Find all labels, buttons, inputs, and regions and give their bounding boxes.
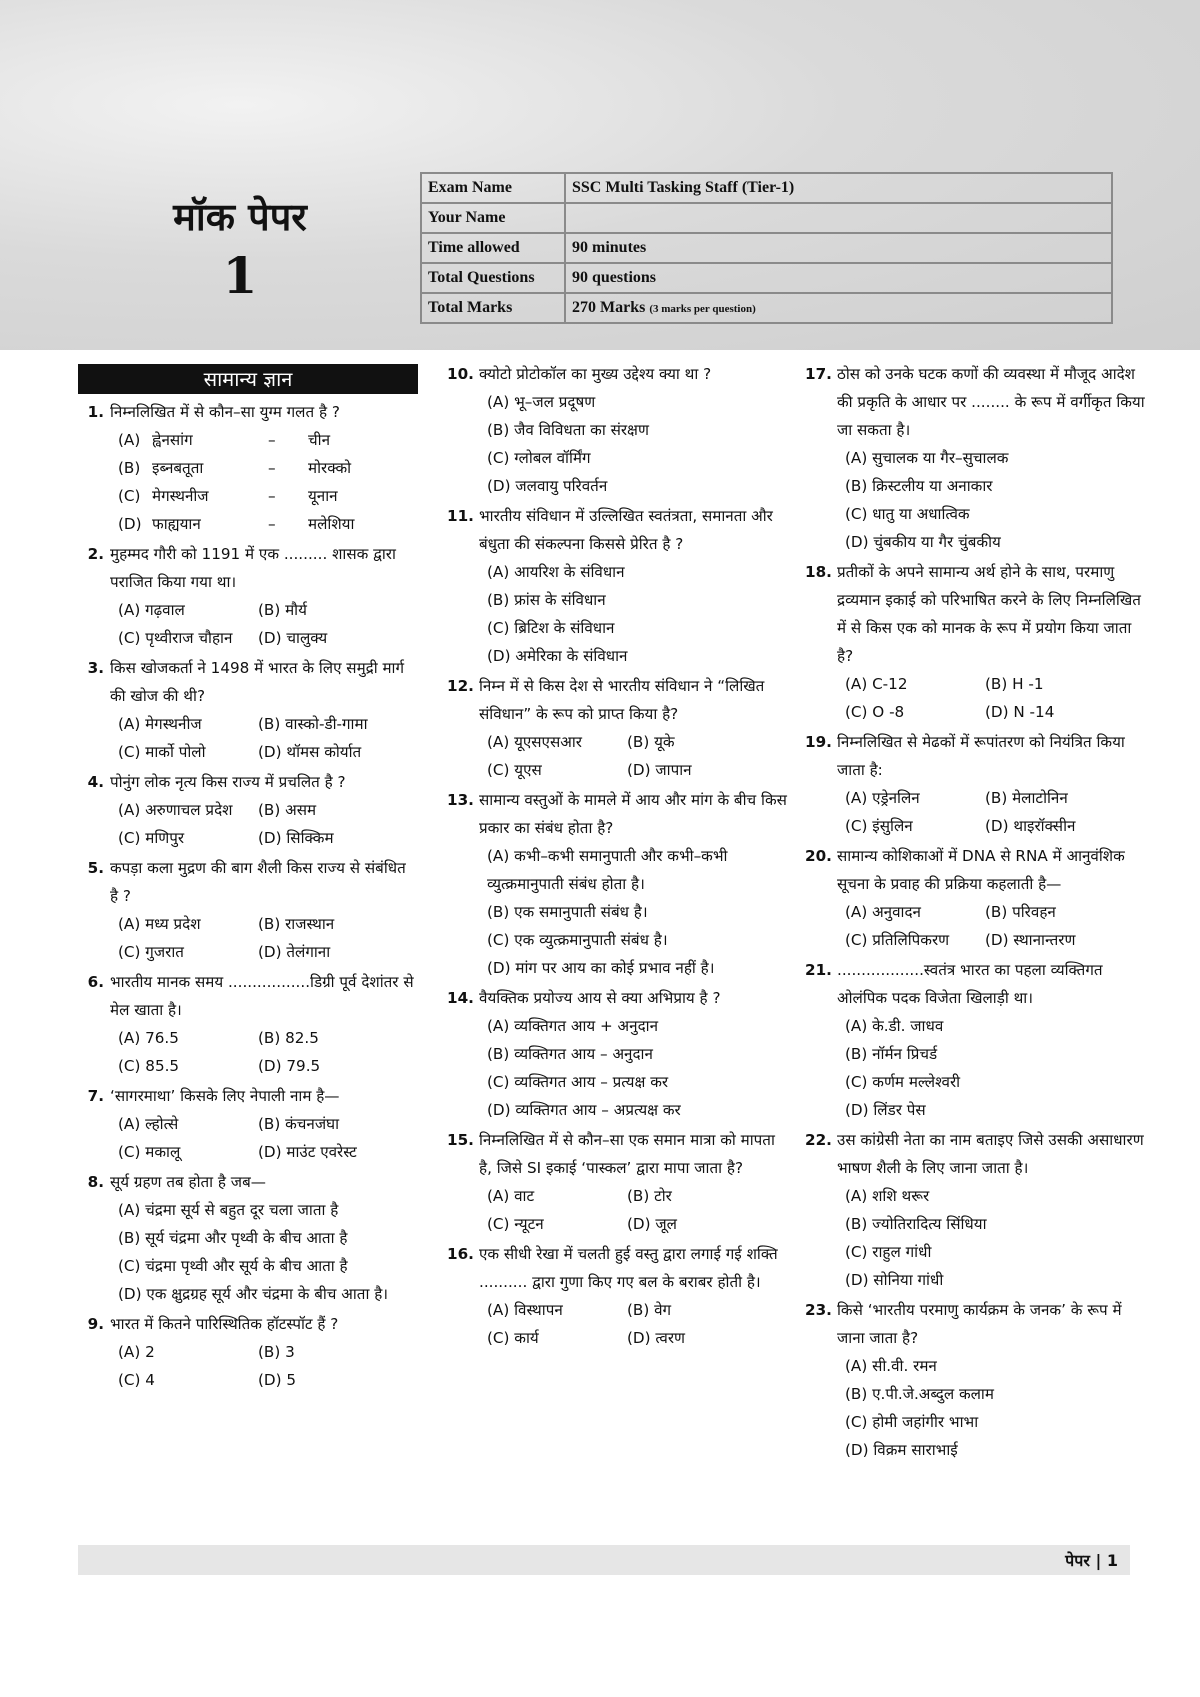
question-text: मुहम्मद गौरी को 1191 में एक ......... शासक द्वारा पराजित किया गया था। xyxy=(110,545,396,591)
option-c[interactable]: (C) पृथ्वीराज चौहान xyxy=(118,629,233,647)
question-number: 11. xyxy=(447,507,474,525)
page-footer xyxy=(78,1545,1130,1575)
column-2 xyxy=(447,360,787,1354)
question-text: प्रतीकों के अपने सामान्य अर्थ होने के साथ, परमाणु द्रव्यमान इकाई को परिभाषित करने के लिए निम्नलिखित में से किस एक को मानक के रूप में प्रयोग किया जाता है? xyxy=(837,563,1141,665)
option-b[interactable]: (B) एक समानुपाती संबंध है। xyxy=(487,903,648,921)
option-a[interactable]: (A) ल्होत्से xyxy=(118,1115,179,1133)
question-text: सामान्य वस्तुओं के मामले में आय और मांग के बीच किस प्रकार का संबंध होता है? xyxy=(479,791,787,837)
question-2 xyxy=(78,540,418,652)
option-b[interactable]: (B) वास्को-डी-गामा xyxy=(258,715,368,733)
exam-name-label: Exam Name xyxy=(421,173,565,203)
question-text: सामान्य कोशिकाओं में DNA से RNA में आनुवंशिक सूचना के प्रवाह की प्रक्रिया कहलाती है— xyxy=(837,847,1125,893)
question-6 xyxy=(78,968,418,1080)
question-9 xyxy=(78,1310,418,1394)
question-text: किसे ‘भारतीय परमाणु कार्यक्रम के जनक’ के रूप में जाना जाता है? xyxy=(837,1301,1122,1347)
question-number: 20. xyxy=(805,847,832,865)
option-d[interactable]: (D) N -14 xyxy=(985,703,1055,721)
option-c[interactable]: (C) राहुल गांधी xyxy=(845,1243,932,1261)
option-a[interactable]: (A) 2 xyxy=(118,1343,155,1361)
question-number: 7. xyxy=(87,1087,104,1105)
option-a[interactable]: (A) के.डी. जाधव xyxy=(845,1017,944,1035)
option-b[interactable]: (B) वेग xyxy=(627,1301,672,1319)
section-heading: सामान्य ज्ञान xyxy=(78,364,418,394)
column-1 xyxy=(78,360,418,1396)
question-5 xyxy=(78,854,418,966)
marks-row xyxy=(421,293,1112,323)
option-d[interactable]: (D) 79.5 xyxy=(258,1057,321,1075)
option-b[interactable]: (B) 82.5 xyxy=(258,1029,319,1047)
option-d[interactable]: (D) सिक्किम xyxy=(258,829,334,847)
option-d[interactable]: (D) थाइरॉक्सीन xyxy=(985,817,1076,835)
option-c[interactable]: (C) यूएस xyxy=(487,761,542,779)
question-8 xyxy=(78,1168,418,1308)
question-text: ‘सागरमाथा’ किसके लिए नेपाली नाम है— xyxy=(110,1087,340,1105)
exam-name-value: SSC Multi Tasking Staff (Tier-1) xyxy=(565,173,1112,203)
option-c[interactable]: (C) मेगस्थनीज – यूनान xyxy=(118,487,338,505)
your-name-value[interactable] xyxy=(565,203,1112,233)
question-number: 13. xyxy=(447,791,474,809)
question-7 xyxy=(78,1082,418,1166)
option-c[interactable]: (C) कार्य xyxy=(487,1329,539,1347)
question-number: 2. xyxy=(87,545,104,563)
questions-row xyxy=(421,263,1112,293)
question-text: भारत में कितने पारिस्थितिक हॉटस्पॉट हैं ? xyxy=(110,1315,339,1333)
mock-paper-title xyxy=(140,190,340,305)
your-name-label: Your Name xyxy=(421,203,565,233)
question-10 xyxy=(447,360,787,500)
option-d[interactable]: (D) चालुक्य xyxy=(258,629,328,647)
question-text: क्योटो प्रोटोकॉल का मुख्य उद्देश्य क्या था ? xyxy=(479,365,712,383)
option-a[interactable]: (A) व्यक्तिगत आय + अनुदान xyxy=(487,1017,659,1035)
question-text: निम्नलिखित से मेढकों में रूपांतरण को नियंत्रित किया जाता है: xyxy=(837,733,1125,779)
question-18 xyxy=(805,558,1145,726)
option-c[interactable]: (C) एक व्युत्क्रमानुपाती संबंध है। xyxy=(487,931,668,949)
option-a[interactable]: (A) मेगस्थनीज xyxy=(118,715,202,733)
question-number: 21. xyxy=(805,961,832,979)
question-13 xyxy=(447,786,787,982)
question-text: निम्नलिखित में से कौन–सा युग्म गलत है ? xyxy=(110,403,340,421)
question-text: भारतीय मानक समय .................डिग्री पूर्व देशांतर से मेल खाता है। xyxy=(110,973,414,1019)
question-19 xyxy=(805,728,1145,840)
option-d[interactable]: (D) त्वरण xyxy=(627,1329,686,1347)
option-d[interactable]: (D) जलवायु परिवर्तन xyxy=(487,477,608,495)
option-d[interactable]: (D) अमेरिका के संविधान xyxy=(487,647,628,665)
question-text: सूर्य ग्रहण तब होता है जब— xyxy=(110,1173,266,1191)
option-c[interactable]: (C) चंद्रमा पृथ्वी और सूर्य के बीच आता है xyxy=(118,1257,348,1275)
question-number: 18. xyxy=(805,563,832,581)
option-b[interactable]: (B) इब्नबतूता – मोरक्को xyxy=(118,459,352,477)
question-text: निम्नलिखित में से कौन–सा एक समान मात्रा को मापता है, जिसे SI इकाई ‘पास्कल’ द्वारा मापा जाता है? xyxy=(479,1131,775,1177)
question-number: 23. xyxy=(805,1301,832,1319)
question-number: 9. xyxy=(87,1315,104,1333)
option-b[interactable]: (B) व्यक्तिगत आय – अनुदान xyxy=(487,1045,653,1063)
question-number: 16. xyxy=(447,1245,474,1263)
time-row xyxy=(421,233,1112,263)
option-b[interactable]: (B) क्रिस्टलीय या अनाकार xyxy=(845,477,993,495)
option-c[interactable]: (C) गुजरात xyxy=(118,943,184,961)
question-text: ठोस को उनके घटक कणों की व्यवस्था में मौजूद आदेश की प्रकृति के आधार पर ........ के रूप में वर्गीकृत किया जा सकता है। xyxy=(837,365,1145,439)
paper-number: 1 xyxy=(222,246,258,305)
option-b[interactable]: (B) फ्रांस के संविधान xyxy=(487,591,606,609)
option-c[interactable]: (C) मणिपुर xyxy=(118,829,185,847)
option-b[interactable]: (B) कंचनजंघा xyxy=(258,1115,340,1133)
time-label: Time allowed xyxy=(421,233,565,263)
time-value: 90 minutes xyxy=(565,233,1112,263)
question-number: 6. xyxy=(87,973,104,991)
option-d[interactable]: (D) थॉमस कोर्यात xyxy=(258,743,362,761)
question-number: 8. xyxy=(87,1173,104,1191)
question-21 xyxy=(805,956,1145,1124)
marks-value-cell xyxy=(565,293,1112,323)
option-c[interactable]: (C) होमी जहांगीर भाभा xyxy=(845,1413,979,1431)
question-number: 12. xyxy=(447,677,474,695)
question-text: वैयक्तिक प्रयोज्य आय से क्या अभिप्राय है ? xyxy=(479,989,721,1007)
option-b[interactable]: (B) 3 xyxy=(258,1343,295,1361)
question-text: किस खोजकर्ता ने 1498 में भारत के लिए समुद्री मार्ग की खोज की थी? xyxy=(110,659,405,705)
question-3 xyxy=(78,654,418,766)
option-c[interactable]: (C) कर्णम मल्लेश्वरी xyxy=(845,1073,961,1091)
option-a[interactable]: (A) सी.वी. रमन xyxy=(845,1357,937,1375)
question-text: कपड़ा कला मुद्रण की बाग शैली किस राज्य से संबंधित है ? xyxy=(110,859,406,905)
marks-label: Total Marks xyxy=(421,293,565,323)
question-text: भारतीय संविधान में उल्लिखित स्वतंत्रता, समानता और बंधुता की संकल्पना किससे प्रेरित है ? xyxy=(479,507,773,553)
option-c[interactable]: (C) प्रतिलिपिकरण xyxy=(845,931,950,949)
question-15 xyxy=(447,1126,787,1238)
option-a[interactable]: (A) विस्थापन xyxy=(487,1301,563,1319)
option-a[interactable]: (A) ह्वेनसांग – चीन xyxy=(118,431,331,449)
option-d[interactable]: (D) जापान xyxy=(627,761,692,779)
option-a[interactable]: (A) चंद्रमा सूर्य से बहुत दूर चला जाता है xyxy=(118,1201,339,1219)
questions-value: 90 questions xyxy=(565,263,1112,293)
option-a[interactable]: (A) कभी–कभी समानुपाती और कभी–कभी व्युत्क्रमानुपाती संबंध होता है। xyxy=(487,847,728,893)
option-b[interactable]: (B) टोर xyxy=(627,1187,672,1205)
exam-info-table xyxy=(420,172,1113,324)
option-a[interactable]: (A) भू–जल प्रदूषण xyxy=(487,393,596,411)
option-b[interactable]: (B) नॉर्मन प्रिचर्ड xyxy=(845,1045,938,1063)
question-number: 15. xyxy=(447,1131,474,1149)
question-number: 1. xyxy=(87,403,104,421)
title-line-1: मॉक पेपर xyxy=(173,194,307,239)
option-c[interactable]: (C) O -8 xyxy=(845,703,905,721)
option-d[interactable]: (D) विक्रम साराभाई xyxy=(845,1441,958,1459)
option-d[interactable]: (D) व्यक्तिगत आय – अप्रत्यक्ष कर xyxy=(487,1101,681,1119)
column-3 xyxy=(805,360,1145,1466)
question-number: 22. xyxy=(805,1131,832,1149)
questions-label: Total Questions xyxy=(421,263,565,293)
option-c[interactable]: (C) ब्रिटिश के संविधान xyxy=(487,619,615,637)
question-text: एक सीधी रेखा में चलती हुई वस्तु द्वारा लगाई गई शक्ति .......... द्वारा गुणा किए गए बल के बराबर होती है। xyxy=(479,1245,778,1291)
option-d[interactable]: (D) लिंडर पेस xyxy=(845,1101,926,1119)
option-b[interactable]: (B) ए.पी.जे.अब्दुल कलाम xyxy=(845,1385,994,1403)
question-number: 17. xyxy=(805,365,832,383)
option-a[interactable]: (A) अरुणाचल प्रदेश xyxy=(118,801,233,819)
option-a[interactable]: (A) यूएसएसआर xyxy=(487,733,582,751)
option-a[interactable]: (A) वाट xyxy=(487,1187,535,1205)
option-d[interactable]: (D) तेलंगाना xyxy=(258,943,331,961)
option-c[interactable]: (C) मकालू xyxy=(118,1143,181,1161)
option-b[interactable]: (B) परिवहन xyxy=(985,903,1056,921)
question-number: 4. xyxy=(87,773,104,791)
option-a[interactable]: (A) सुचालक या गैर–सुचालक xyxy=(845,449,1009,467)
option-a[interactable]: (A) शशि थरूर xyxy=(845,1187,930,1205)
option-b[interactable]: (B) यूके xyxy=(627,733,675,751)
option-d[interactable]: (D) मांग पर आय का कोई प्रभाव नहीं है। xyxy=(487,959,715,977)
question-number: 10. xyxy=(447,365,474,383)
question-23 xyxy=(805,1296,1145,1464)
question-12 xyxy=(447,672,787,784)
exam-name-row xyxy=(421,173,1112,203)
option-a[interactable]: (A) 76.5 xyxy=(118,1029,179,1047)
question-number: 14. xyxy=(447,989,474,1007)
option-b[interactable]: (B) असम xyxy=(258,801,317,819)
option-b[interactable]: (B) जैव विविधता का संरक्षण xyxy=(487,421,649,439)
question-22 xyxy=(805,1126,1145,1294)
option-c[interactable]: (C) 85.5 xyxy=(118,1057,180,1075)
question-14 xyxy=(447,984,787,1124)
question-4 xyxy=(78,768,418,852)
option-a[interactable]: (A) अनुवादन xyxy=(845,903,921,921)
option-c[interactable]: (C) ग्लोबल वॉर्मिंग xyxy=(487,449,591,467)
option-d[interactable]: (D) एक क्षुद्रग्रह सूर्य और चंद्रमा के बीच आता है। xyxy=(118,1285,389,1303)
question-17 xyxy=(805,360,1145,556)
header-banner xyxy=(0,0,1200,350)
option-a[interactable]: (A) C-12 xyxy=(845,675,908,693)
option-b[interactable]: (B) H -1 xyxy=(985,675,1044,693)
your-name-row xyxy=(421,203,1112,233)
question-text: उस कांग्रेसी नेता का नाम बताइए जिसे उसकी असाधारण भाषण शैली के लिए जाना जाता है। xyxy=(837,1131,1144,1177)
option-b[interactable]: (B) सूर्य चंद्रमा और पृथ्वी के बीच आता है xyxy=(118,1229,348,1247)
option-c[interactable]: (C) व्यक्तिगत आय – प्रत्यक्ष कर xyxy=(487,1073,669,1091)
marks-value: 270 Marks xyxy=(572,299,646,316)
option-d[interactable]: (D) 5 xyxy=(258,1371,297,1389)
option-d[interactable]: (D) स्थानान्तरण xyxy=(985,931,1076,949)
question-number: 3. xyxy=(87,659,104,677)
option-c[interactable]: (C) इंसुलिन xyxy=(845,817,913,835)
option-b[interactable]: (B) मौर्य xyxy=(258,601,307,619)
question-11 xyxy=(447,502,787,670)
option-c[interactable]: (C) 4 xyxy=(118,1371,155,1389)
question-number: 5. xyxy=(87,859,104,877)
question-20 xyxy=(805,842,1145,954)
question-text: निम्न में से किस देश से भारतीय संविधान ने “लिखित संविधान” के रूप को प्राप्त किया है? xyxy=(479,677,765,723)
option-b[interactable]: (B) राजस्थान xyxy=(258,915,335,933)
question-text: ..................स्वतंत्र भारत का पहला व्यक्तिगत ओलंपिक पदक विजेता खिलाड़ी था। xyxy=(837,961,1103,1007)
marks-note: (3 marks per question) xyxy=(649,303,756,315)
option-d[interactable]: (D) फाह्ययान – मलेशिया xyxy=(118,515,355,533)
option-a[interactable]: (A) आयरिश के संविधान xyxy=(487,563,625,581)
option-d[interactable]: (D) सोनिया गांधी xyxy=(845,1271,944,1289)
option-a[interactable]: (A) एड्रेनलिन xyxy=(845,789,920,807)
option-b[interactable]: (B) ज्योतिरादित्य सिंधिया xyxy=(845,1215,987,1233)
question-1 xyxy=(78,398,418,538)
option-d[interactable]: (D) माउंट एवरेस्ट xyxy=(258,1143,357,1161)
question-16 xyxy=(447,1240,787,1352)
question-number: 19. xyxy=(805,733,832,751)
option-d[interactable]: (D) चुंबकीय या गैर चुंबकीय xyxy=(845,533,1001,551)
page-number: पेपर | 1 xyxy=(1065,1551,1118,1570)
option-d[interactable]: (D) जूल xyxy=(627,1215,677,1233)
option-c[interactable]: (C) मार्को पोलो xyxy=(118,743,206,761)
option-c[interactable]: (C) न्यूटन xyxy=(487,1215,544,1233)
question-text: पोनुंग लोक नृत्य किस राज्य में प्रचलित है ? xyxy=(110,773,346,791)
option-a[interactable]: (A) मध्य प्रदेश xyxy=(118,915,201,933)
option-c[interactable]: (C) धातु या अधात्विक xyxy=(845,505,970,523)
option-a[interactable]: (A) गढ़वाल xyxy=(118,601,185,619)
option-b[interactable]: (B) मेलाटोनिन xyxy=(985,789,1068,807)
